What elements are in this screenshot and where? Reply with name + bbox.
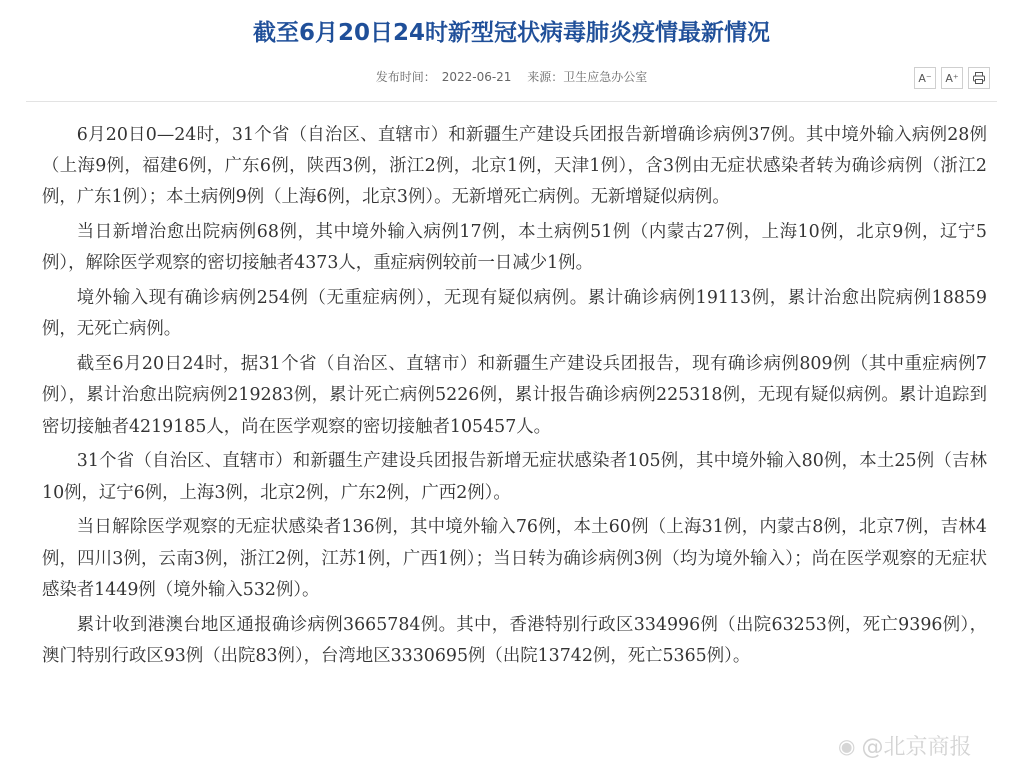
publish-info — [376, 70, 512, 84]
article-title: 截至6月20日24时新型冠状病毒肺炎疫情最新情况 — [252, 20, 771, 46]
paragraph-4: 截至6月20日24时，据31个省（自治区、直辖市）和新疆生产建设兵团报告，现有确诊病例809例（其中重症病例7例），累计治愈出院病例219283例，累计死亡病例5226例，累计报告确诊病例225318例，无现有疑似病例。累计追踪到密切接触者4219185人，尚在医学观察的密切接触者105457人。 — [42, 354, 987, 437]
watermark-text: @北京商报 — [861, 735, 972, 760]
weibo-icon: ◉ — [838, 733, 856, 758]
paragraph-7: 累计收到港澳台地区通报确诊病例3665784例。其中，香港特别行政区334996例（出院63253例，死亡9396例），澳门特别行政区93例（出院83例），台湾地区3330695例（出院13742例，死亡5365例）。 — [42, 614, 987, 666]
font-larger-button[interactable]: A⁺ — [941, 67, 963, 89]
watermark — [838, 730, 971, 761]
article-body — [42, 120, 987, 676]
paragraph-6: 当日解除医学观察的无症状感染者136例，其中境外输入76例，本土60例（上海31例，内蒙古8例，北京7例，吉林4例，四川3例，云南3例，浙江2例，江苏1例，广西1例）；当日转为确诊病例3例（均为境外输入）；尚在医学观察的无症状感染者1449例（境外输入532例）。 — [42, 517, 987, 600]
paragraph-1: 6月20日0—24时，31个省（自治区、直辖市）和新疆生产建设兵团报告新增确诊病例37例。其中境外输入病例28例（上海9例，福建6例，广东6例，陕西3例，浙江2例，北京1例，天津1例），含3例由无症状感染者转为确诊病例（浙江2例，广东1例）；本土病例9例（上海6例，北京3例）。无新增死亡病例。无新增疑似病例。 — [42, 125, 987, 208]
print-button[interactable] — [968, 67, 990, 89]
printer-icon — [972, 71, 986, 85]
publish-date: 2022-06-21 — [441, 70, 512, 84]
source-value: 卫生应急办公室 — [563, 70, 648, 84]
source-label: 来源： — [527, 70, 564, 84]
article-meta — [0, 68, 1023, 85]
paragraph-5: 31个省（自治区、直辖市）和新疆生产建设兵团报告新增无症状感染者105例，其中境外输入80例，本土25例（吉林10例，辽宁6例，上海3例，北京2例，广东2例，广西2例）。 — [42, 451, 987, 503]
publish-label: 发布时间： — [375, 70, 436, 84]
header-divider — [26, 101, 997, 102]
source-info — [527, 70, 647, 84]
paragraph-3: 境外输入现有确诊病例254例（无重症病例），无现有疑似病例。累计确诊病例19113例，累计治愈出院病例18859例，无死亡病例。 — [42, 288, 987, 340]
article-tools — [914, 67, 990, 89]
font-smaller-button[interactable]: A⁻ — [914, 67, 936, 89]
paragraph-2: 当日新增治愈出院病例68例，其中境外输入病例17例，本土病例51例（内蒙古27例，上海10例，北京9例，辽宁5例），解除医学观察的密切接触者4373人，重症病例较前一日减少1例。 — [42, 222, 987, 274]
